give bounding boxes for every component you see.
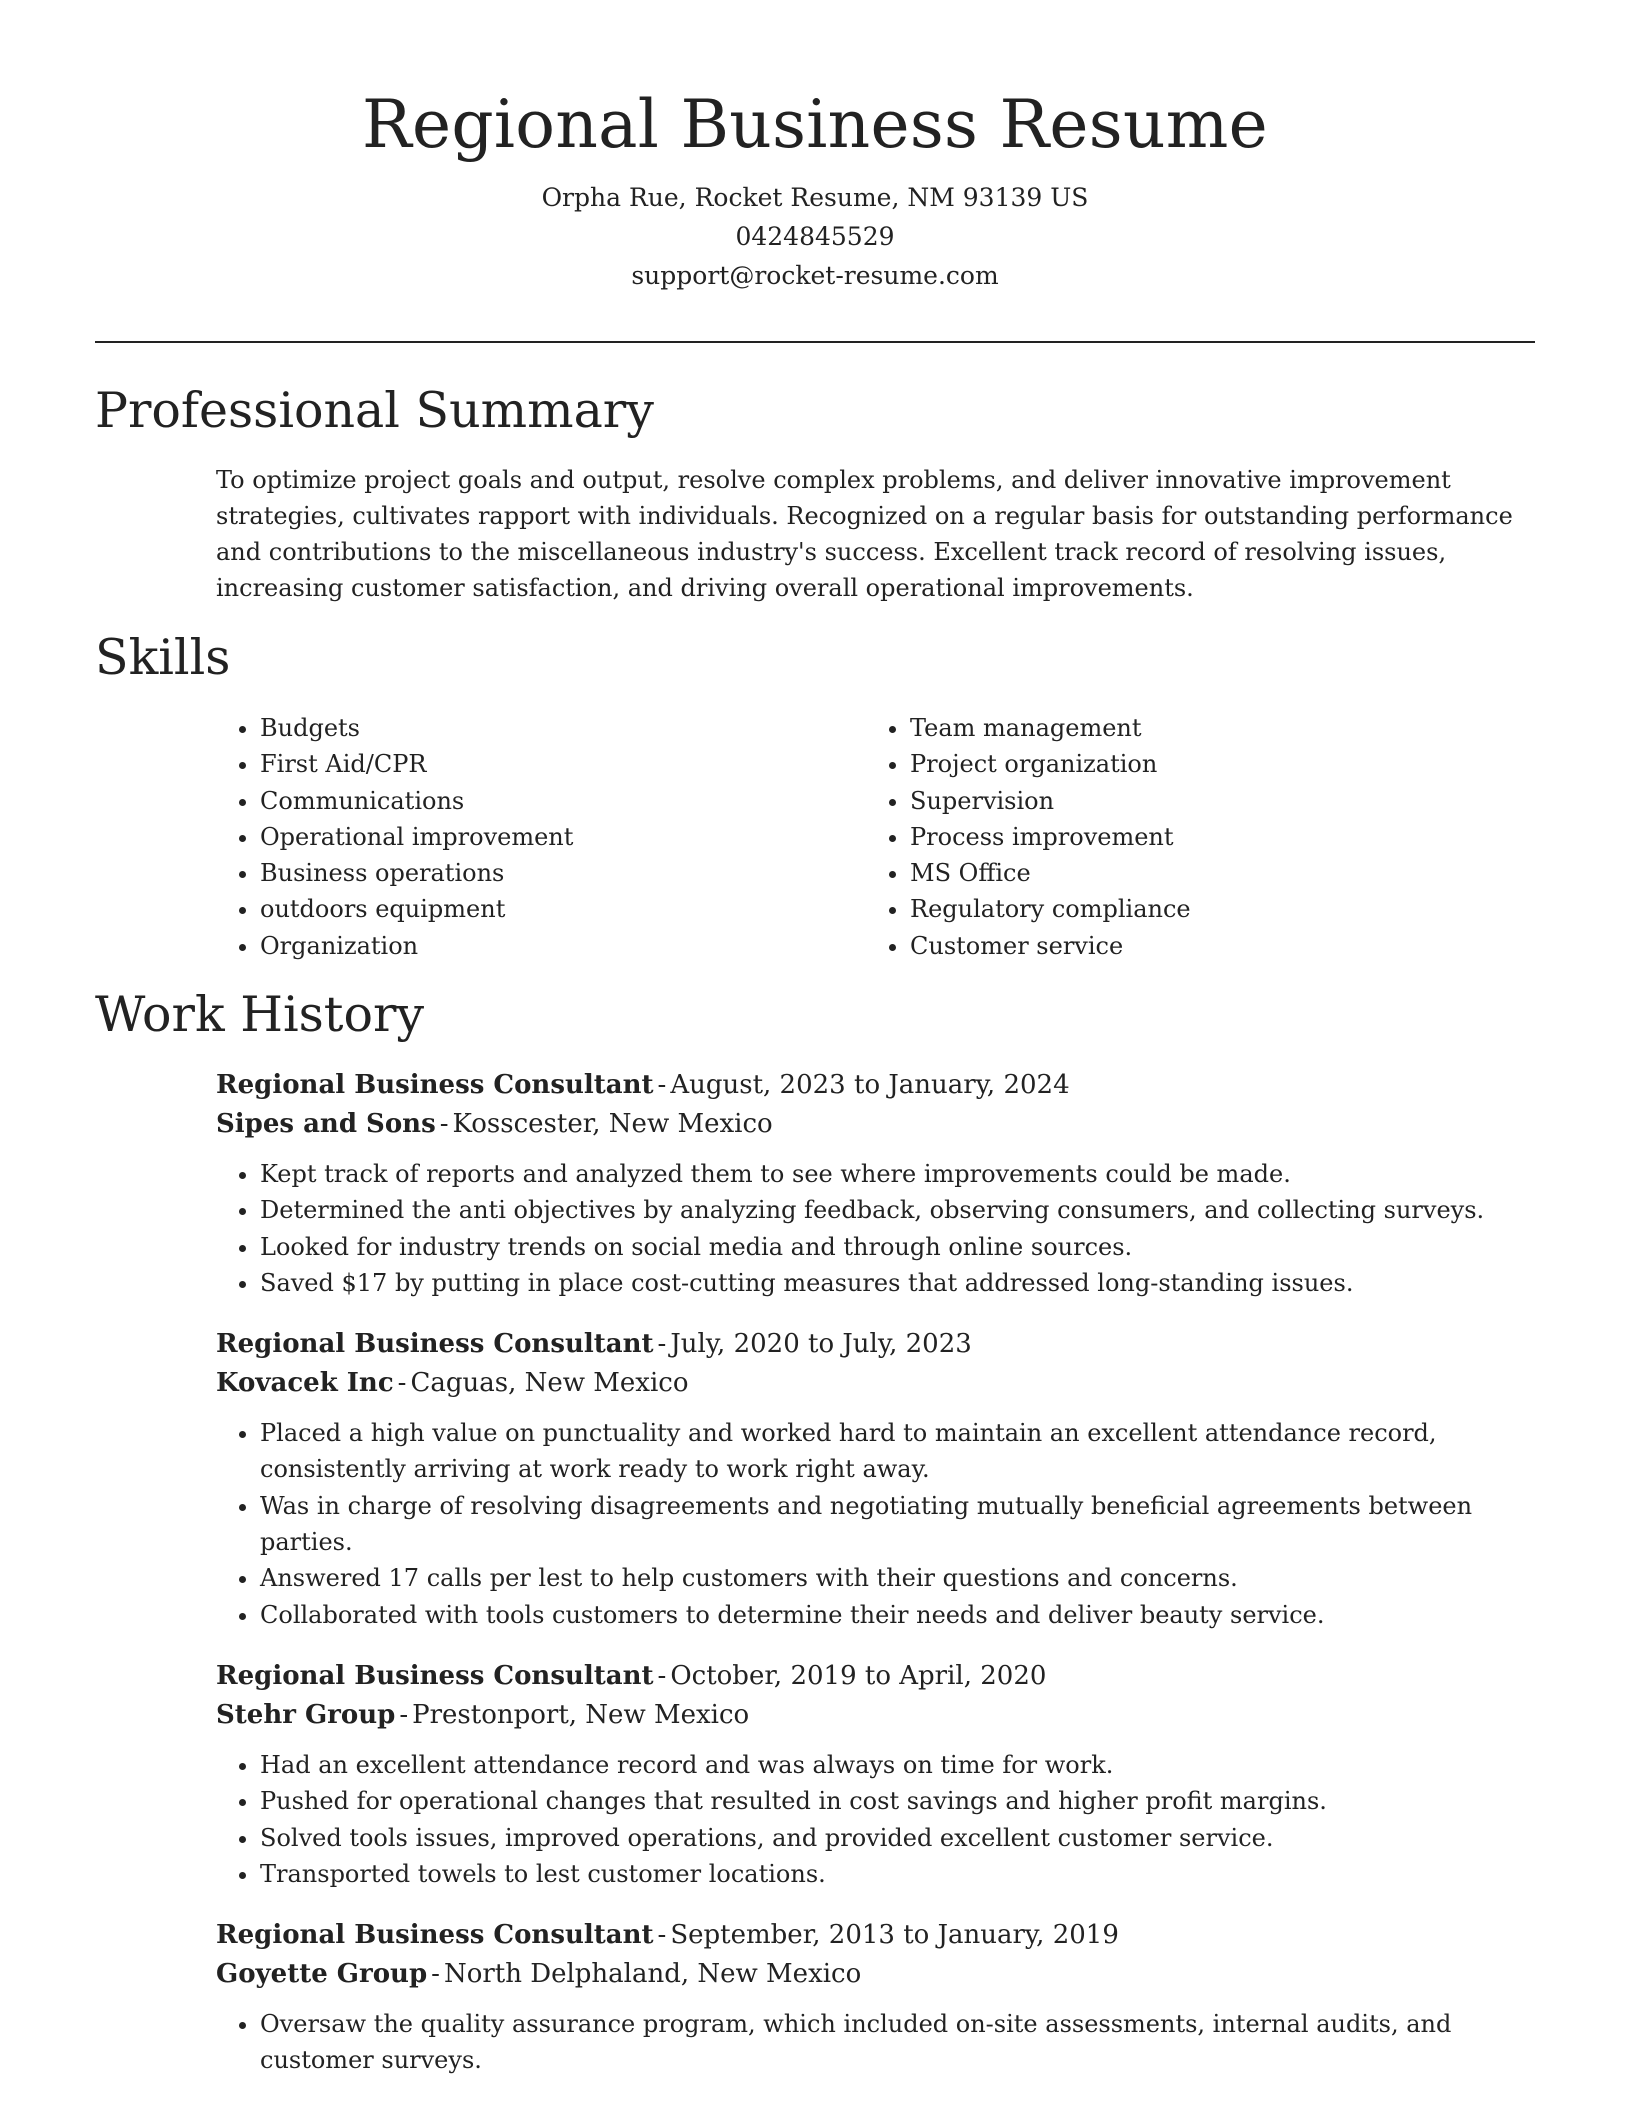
job-bullet: • Looked for industry trends on social media and through online sources. [260,1229,1536,1265]
job-location: Kosscester, New Mexico [452,1109,773,1139]
job-bullet: • Was in charge of resolving disagreements and negotiating mutually beneficial agreements between parties. [260,1488,1536,1561]
job-bullet: • Answered 17 calls per lest to help customers with their questions and concerns. [260,1560,1536,1596]
job-bullet: • Determined the anti objectives by analyzing feedback, observing consumers, and collecting surveys. [260,1192,1536,1228]
skill-item: • Project organization [910,746,1191,782]
job-title-line [216,1325,1536,1364]
job-location: Caguas, New Mexico [410,1368,689,1399]
contact-info [95,178,1535,295]
skill-item: • Supervision [910,783,1191,819]
title-separator: - [657,1920,667,1951]
summary-text: To optimize project goals and output, resolve complex problems, and deliver innovative improvement strategies, cultivates rapport with individuals. Recognized on a regular basis for outstanding performance and contributions to the miscellaneous industry's success. Excellent track record of resolving issues, increasing customer satisfaction, and driving overall operational improvements. [216,466,1513,602]
skill-item: • Communications [260,783,573,819]
job-bullets [216,2006,1536,2079]
job-title-line [216,1657,1536,1696]
job-bullets [216,1156,1536,1301]
job-bullet: • Placed a high value on punctuality and worked hard to maintain an excellent attendance record, consistently arriving at work ready to work right away. [260,1415,1536,1488]
job-entry [216,1916,1536,2079]
job-bullet: • Pushed for operational changes that resulted in cost savings and higher profit margins. [260,1783,1536,1819]
skill-item: • Process improvement [910,819,1191,855]
skill-item: • Business operations [260,855,573,891]
skill-item: • MS Office [910,855,1191,891]
job-bullet: • Collaborated with tools customers to determine their needs and deliver beauty service. [260,1597,1536,1633]
skills-column-right [866,710,1191,964]
skill-item: • First Aid/CPR [260,746,573,782]
job-location: North Delphaland, New Mexico [443,1959,862,1990]
job-bullet: • Solved tools issues, improved operations, and provided excellent customer service. [260,1820,1536,1856]
summary-heading: Professional Summary [95,382,654,439]
work-history-list [216,1066,1536,2103]
job-bullet: • Oversaw the quality assurance program, which included on-site assessments, internal audits, and customer surveys. [260,2006,1536,2079]
job-company: Stehr Group [216,1699,396,1730]
job-dates: September, 2013 to January, 2019 [670,1920,1119,1951]
job-bullet: • Transported towels to lest customer locations. [260,1856,1536,1892]
job-entry [216,1066,1536,1301]
company-separator: - [439,1109,449,1139]
skills-heading: Skills [95,629,231,686]
job-bullet: • Kept track of reports and analyzed them to see where improvements could be made. [260,1156,1536,1192]
work-history-heading: Work History [95,986,425,1043]
title-separator: - [657,1070,667,1100]
job-title: Regional Business Consultant [216,1329,654,1360]
contact-phone: 0424845529 [735,222,895,251]
job-entry [216,1325,1536,1633]
job-title-line [216,1916,1536,1955]
skill-item: • Organization [260,928,573,964]
skill-item: • Operational improvement [260,819,573,855]
company-separator: - [399,1699,409,1730]
job-title: Regional Business Consultant [216,1660,654,1691]
job-location: Prestonport, New Mexico [412,1699,750,1730]
job-dates: July, 2020 to July, 2023 [670,1329,972,1360]
skills-list [216,710,1534,970]
job-title-line [216,1066,1536,1105]
job-bullet: • Saved $17 by putting in place cost-cutting measures that addressed long-standing issues. [260,1265,1536,1301]
job-company-line [216,1364,1536,1403]
job-bullets [216,1747,1536,1892]
resume-title: Regional Business Resume [361,86,1269,163]
job-dates: August, 2023 to January, 2024 [670,1070,1070,1100]
contact-address: Orpha Rue, Rocket Resume, NM 93139 US [541,183,1089,212]
resume-header [95,80,1535,295]
header-divider [95,341,1535,343]
skill-item: • Budgets [260,710,573,746]
title-separator: - [657,1329,667,1360]
job-company-line [216,1696,1536,1735]
contact-email: support@rocket-resume.com [631,261,999,290]
skills-column-left [216,710,573,964]
skill-item: • Team management [910,710,1191,746]
skill-item: • Regulatory compliance [910,891,1191,927]
company-separator: - [431,1959,440,1990]
company-separator: - [397,1368,407,1399]
job-company-line [216,1955,1536,1994]
job-bullets [216,1415,1536,1633]
job-title: Regional Business Consultant [216,1920,654,1951]
skill-item: • Customer service [910,928,1191,964]
skill-item: • outdoors equipment [260,891,573,927]
job-company: Sipes and Sons [216,1109,436,1139]
job-title: Regional Business Consultant [216,1070,654,1100]
job-entry [216,1657,1536,1892]
job-company-line [216,1105,1536,1144]
job-company: Goyette Group [216,1959,428,1990]
job-bullet: • Had an excellent attendance record and was always on time for work. [260,1747,1536,1783]
title-separator: - [657,1660,667,1691]
job-dates: October, 2019 to April, 2020 [670,1660,1047,1691]
job-company: Kovacek Inc [216,1368,394,1399]
